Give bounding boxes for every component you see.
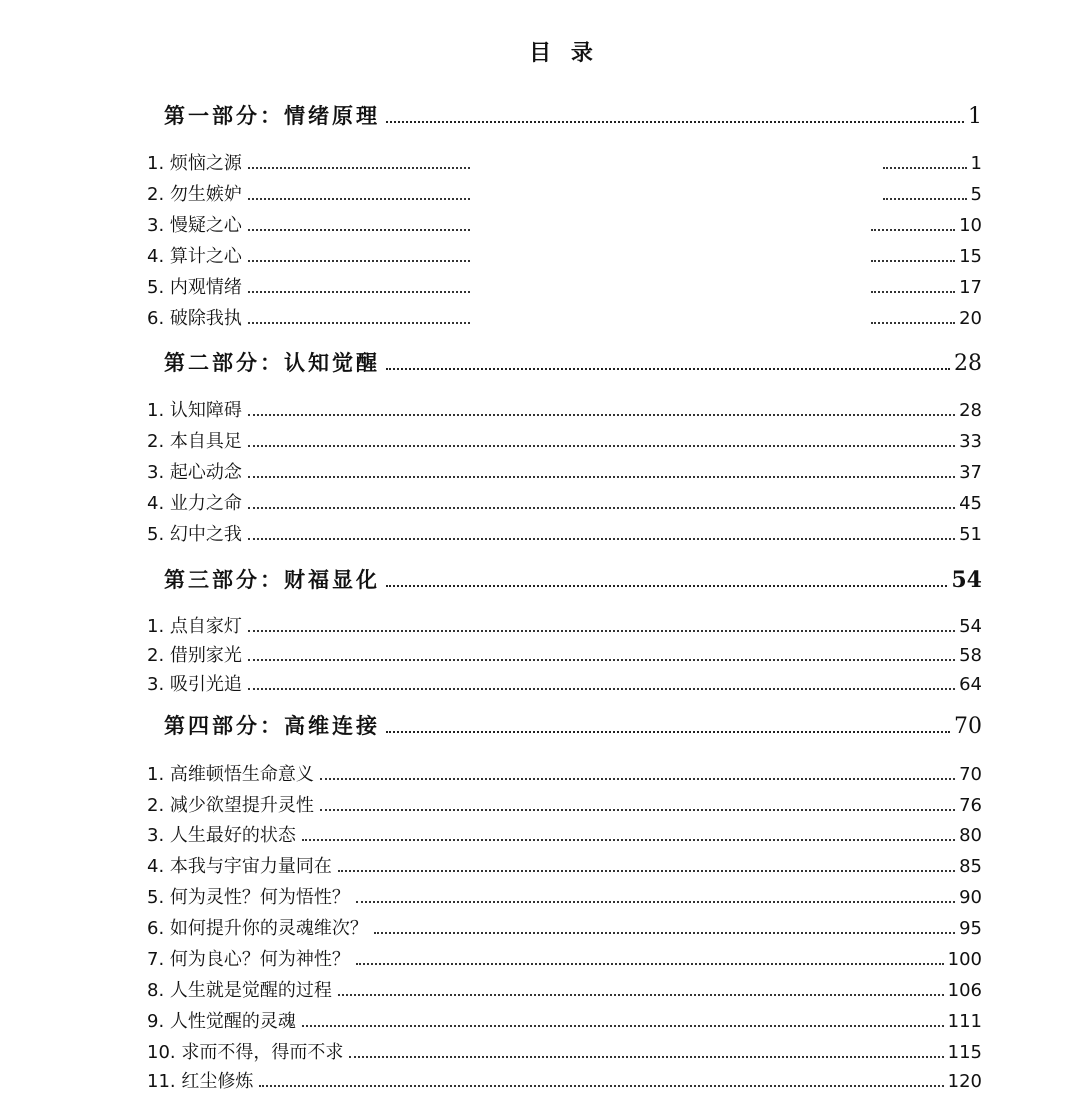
toc-entry[interactable] — [147, 211, 982, 237]
entry-label: 3. 人生最好的状态 — [147, 825, 296, 846]
entry-page-number: 111 — [947, 1011, 982, 1032]
toc-part-heading[interactable] — [164, 347, 982, 377]
entry-label: 9. 人性觉醒的灵魂 — [147, 1011, 296, 1032]
entry-label: 4. 算计之心 — [147, 246, 242, 267]
dot-leader — [320, 809, 955, 811]
entry-label: 3. 慢疑之心 — [147, 215, 242, 236]
toc-part-heading[interactable] — [164, 710, 982, 740]
toc-entry[interactable] — [147, 760, 982, 786]
toc-entry[interactable] — [147, 945, 982, 971]
entry-page-number: 28 — [959, 400, 982, 421]
entry-label: 2. 借别家光 — [147, 645, 242, 666]
entry-label: 1. 认知障碍 — [147, 400, 242, 421]
entry-page-number: 17 — [959, 277, 982, 298]
toc-entry[interactable] — [147, 242, 982, 268]
toc-entry[interactable] — [147, 520, 982, 546]
dot-leader — [338, 870, 955, 872]
entry-page-number: 76 — [959, 795, 982, 816]
toc-entry[interactable] — [147, 1007, 982, 1033]
dot-leader — [386, 585, 947, 587]
entry-page-number: 37 — [959, 462, 982, 483]
entry-page-number: 80 — [959, 825, 982, 846]
part-label: 第三部分：财福显化 — [164, 567, 380, 592]
entry-page-number: 95 — [959, 918, 982, 939]
entry-page-number: 20 — [959, 308, 982, 329]
entry-label: 8. 人生就是觉醒的过程 — [147, 980, 332, 1001]
entry-page-number: 51 — [959, 524, 982, 545]
entry-label: 4. 本我与宇宙力量同在 — [147, 856, 332, 877]
toc-part-heading[interactable] — [164, 564, 982, 594]
entry-page-number: 1 — [970, 153, 982, 174]
toc-entry[interactable] — [147, 396, 982, 422]
entry-label: 1. 烦恼之源 — [147, 153, 242, 174]
toc-entry[interactable] — [147, 883, 982, 909]
toc-entry[interactable] — [147, 149, 982, 175]
entry-label: 5. 幻中之我 — [147, 524, 242, 545]
entry-page-number: 58 — [959, 645, 982, 666]
entry-label: 1. 点自家灯 — [147, 616, 242, 637]
entry-page-number: 90 — [959, 887, 982, 908]
part-label: 第四部分：高维连接 — [164, 713, 380, 738]
dot-leader — [302, 839, 955, 841]
toc-entry[interactable] — [147, 641, 982, 667]
entry-label: 7. 何为良心？何为神性？ — [147, 949, 350, 970]
entry-label: 3. 吸引光追 — [147, 674, 242, 695]
entry-label: 4. 业力之命 — [147, 493, 242, 514]
entry-page-number: 106 — [947, 980, 982, 1001]
toc-entry[interactable] — [147, 612, 982, 638]
dot-leader — [248, 507, 955, 509]
toc-entry[interactable] — [147, 791, 982, 817]
entry-page-number: 64 — [959, 674, 982, 695]
entry-page-number: 33 — [959, 431, 982, 452]
dot-leader — [374, 932, 955, 934]
toc-entry[interactable] — [147, 458, 982, 484]
entry-page-number: 120 — [947, 1071, 982, 1092]
part-label: 第二部分：认知觉醒 — [164, 350, 380, 375]
part-page-number: 28 — [954, 351, 982, 376]
dot-leader — [386, 121, 964, 123]
entry-page-number: 10 — [959, 215, 982, 236]
part-page-number: 1 — [968, 104, 982, 129]
part-page-number: 54 — [951, 567, 982, 593]
part-label: 第一部分：情绪原理 — [164, 103, 380, 128]
entry-page-number: 70 — [959, 764, 982, 785]
entry-label: 6. 破除我执 — [147, 308, 242, 329]
entry-page-number: 5 — [970, 184, 982, 205]
entry-label: 3. 起心动念 — [147, 462, 242, 483]
dot-leader — [349, 1056, 943, 1058]
dot-leader — [248, 414, 955, 416]
entry-label: 2. 减少欲望提升灵性 — [147, 795, 314, 816]
dot-leader — [248, 445, 955, 447]
entry-label: 1. 高维顿悟生命意义 — [147, 764, 314, 785]
entry-page-number: 85 — [959, 856, 982, 877]
entry-page-number: 15 — [959, 246, 982, 267]
toc-entry[interactable] — [147, 180, 982, 206]
entry-label: 6. 如何提升你的灵魂维次？ — [147, 918, 368, 939]
dot-leader — [356, 963, 944, 965]
dot-leader — [259, 1085, 943, 1087]
toc-title: 目 录 — [529, 41, 599, 66]
toc-entry[interactable] — [147, 489, 982, 515]
entry-page-number: 100 — [947, 949, 982, 970]
dot-leader — [338, 994, 944, 996]
dot-leader — [248, 630, 955, 632]
dot-leader — [248, 659, 955, 661]
entry-label: 11. 红尘修炼 — [147, 1071, 254, 1092]
toc-entry[interactable] — [147, 914, 982, 940]
toc-entry[interactable] — [147, 976, 982, 1002]
toc-entry[interactable] — [147, 852, 982, 878]
dot-leader — [248, 688, 955, 690]
dot-leader — [320, 778, 955, 780]
toc-entry[interactable] — [147, 427, 982, 453]
part-page-number: 70 — [954, 714, 982, 739]
entry-page-number: 54 — [959, 616, 982, 637]
dot-leader — [356, 901, 955, 903]
dot-leader — [386, 731, 950, 733]
entry-page-number: 115 — [947, 1042, 982, 1063]
entry-page-number: 45 — [959, 493, 982, 514]
toc-entry[interactable] — [147, 304, 982, 330]
toc-part-heading[interactable] — [164, 100, 982, 130]
toc-entry[interactable] — [147, 273, 982, 299]
entry-label: 2. 勿生嫉妒 — [147, 184, 242, 205]
entry-label: 5. 何为灵性？何为悟性？ — [147, 887, 350, 908]
toc-entry[interactable] — [147, 821, 982, 847]
dot-leader — [248, 538, 955, 540]
dot-leader — [248, 476, 955, 478]
dot-leader — [302, 1025, 944, 1027]
entry-label: 5. 内观情绪 — [147, 277, 242, 298]
entry-label: 10. 求而不得，得而不求 — [147, 1042, 344, 1063]
entry-label: 2. 本自具足 — [147, 431, 242, 452]
toc-entry[interactable] — [147, 1038, 982, 1064]
dot-leader — [386, 368, 950, 370]
toc-entry[interactable] — [147, 670, 982, 696]
toc-entry[interactable] — [147, 1067, 982, 1093]
